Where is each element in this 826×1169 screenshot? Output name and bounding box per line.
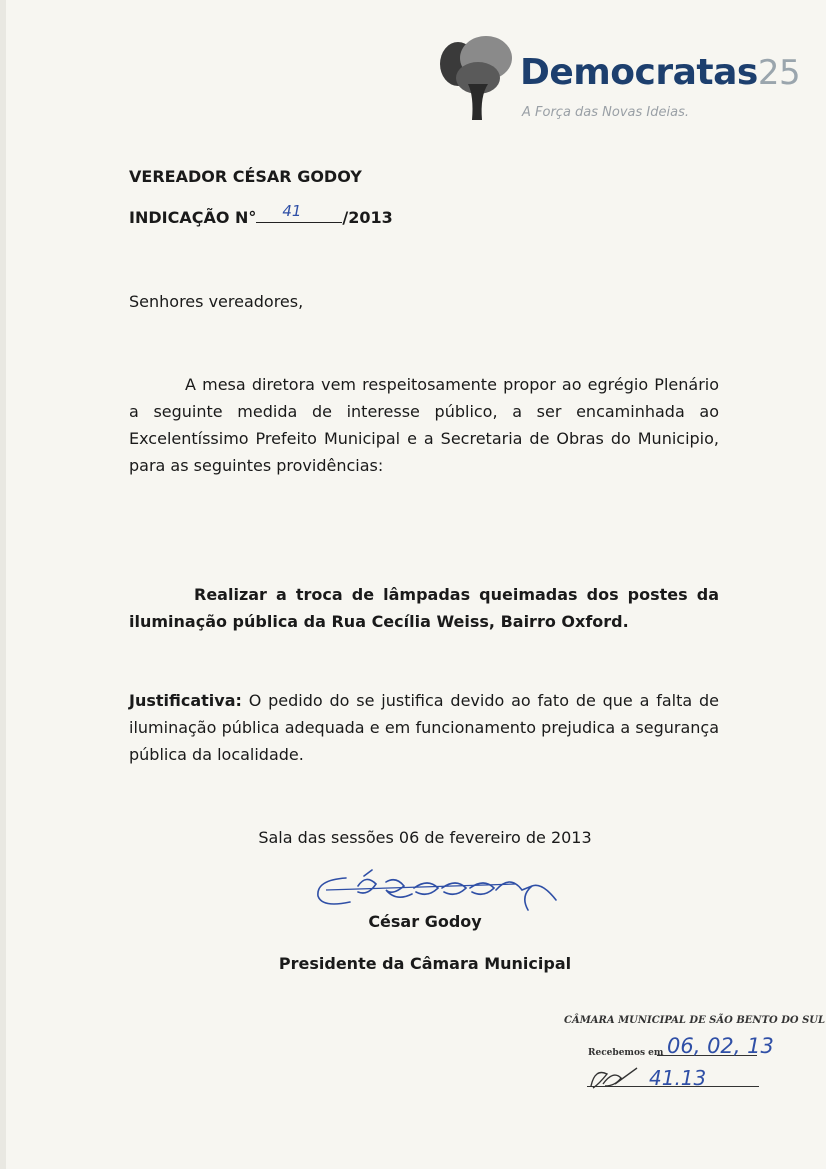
request-paragraph: Realizar a troca de lâmpadas queimadas dos postes da iluminação pública da Rua Cecília Weiss, Bairro Oxford. [129,585,719,631]
indication-heading [129,202,393,227]
stamp-received-date: 06, 02, 13 [667,1034,774,1058]
reception-stamp [561,1012,826,1102]
signer-name: César Godoy [368,912,482,931]
indication-number-line [256,202,342,223]
justification-label: Justificativa: [129,691,242,710]
stamp-received-label: Recebemos em [588,1048,664,1058]
place-date: Sala das sessões 06 de fevereiro de 2013 [258,828,592,847]
indication-number: 41 [282,202,302,220]
logo-wordmark [520,52,800,93]
party-logo [438,34,801,124]
justification-paragraph [129,687,719,768]
intro-paragraph: A mesa diretora vem respeitosamente propor ao egrégio Plenário a seguinte medida de interesse público, a ser encaminhada ao Excelentíssimo Prefeito Municipal e a Secretaria de Obras do Municipio, para as seguintes providências: [129,375,719,475]
tree-icon [438,34,518,124]
logo-tagline: A Força das Novas Ideias. [522,105,689,120]
indication-label: INDICAÇÃO N° [129,208,257,227]
logo-number: 25 [757,53,801,93]
signature-image [306,866,566,916]
greeting: Senhores vereadores, [129,292,304,311]
logo-name: Democratas [520,52,758,93]
justification-text: O pedido do se justifica devido ao fato de que a falta de iluminação pública adequada e em funcionamento prejudica a segurança pública da localidade. [129,691,719,764]
signer-role: Presidente da Câmara Municipal [278,954,572,973]
stamp-protocol-line [587,1086,759,1087]
author-heading: VEREADOR CÉSAR GODOY [129,167,362,186]
stamp-protocol-number: 41.13 [649,1066,707,1090]
indication-year: /2013 [342,208,393,227]
stamp-initials-image [585,1062,645,1092]
stamp-title: CÂMARA MUNICIPAL DE SÃO BENTO DO SUL [564,1015,826,1026]
